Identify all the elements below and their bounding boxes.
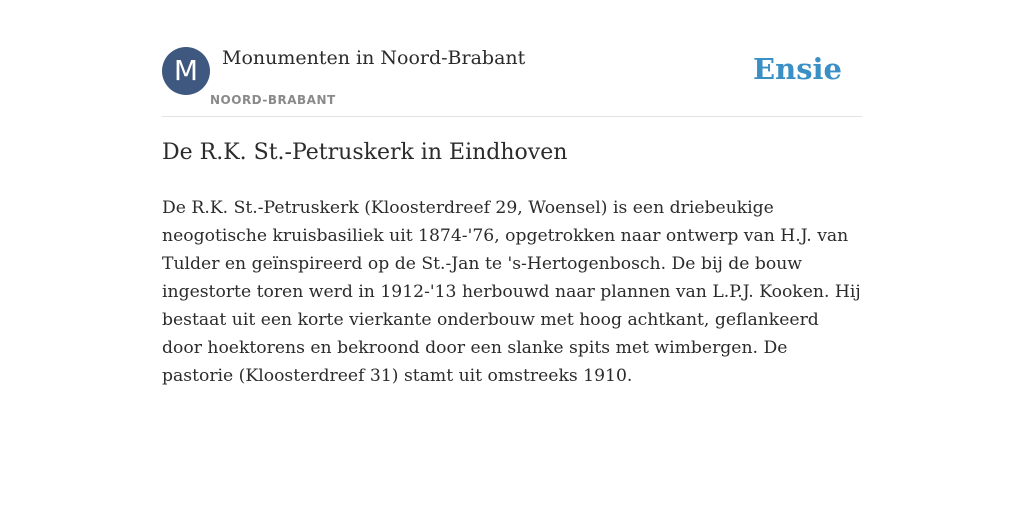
- category-label[interactable]: NOORD-BRABANT: [210, 93, 336, 107]
- avatar[interactable]: M: [162, 47, 210, 95]
- article-title: De R.K. St.-Petruskerk in Eindhoven: [162, 140, 568, 165]
- header: [162, 44, 862, 117]
- article-body: De R.K. St.-Petruskerk (Kloosterdreef 29, Woensel) is een driebeukige neogotische kruisbasiliek uit 1874-'76, opgetrokken naar ontwerp van H.J. van Tulder en geïnspireerd op de St.-Jan te 's-Hertogenbosch. De bij de bouw ingestorte toren werd in 1912-'13 herbouwd naar plannen van L.P.J. Kooken. Hij bestaat uit een korte vierkante onderbouw met hoog achtkant, geflankeerd door hoektorens en bekroond door een slanke spits met wimbergen. De pastorie (Kloosterdreef 31) stamt uit omstreeks 1910.: [162, 198, 861, 386]
- ensie-logo[interactable]: Ensie: [753, 52, 842, 86]
- source-title[interactable]: Monumenten in Noord-Brabant: [222, 47, 526, 69]
